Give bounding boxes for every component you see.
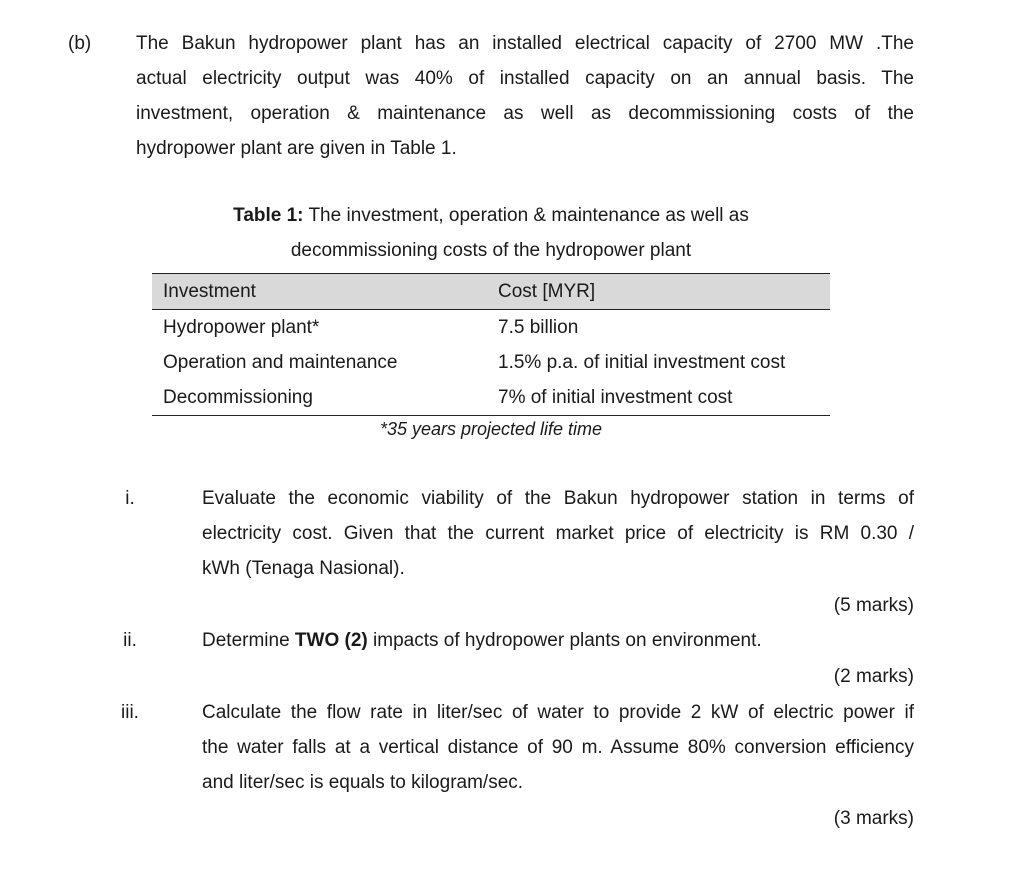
intro-line: actual electricity output was 40% of installed capacity on an annual basis. The — [136, 68, 914, 89]
part-label: (b) — [68, 33, 92, 54]
intro-paragraph — [136, 26, 914, 166]
table-caption — [152, 198, 830, 268]
question-marks: (5 marks) — [833, 595, 914, 616]
question-number: i. — [125, 488, 135, 509]
question-line: electricity cost. Given that the current market price of electricity is RM 0.30 / — [202, 523, 914, 544]
table-row — [152, 345, 830, 380]
question-text — [202, 623, 914, 658]
table-cell: Hydropower plant* — [163, 316, 320, 338]
intro-line: investment, operation & maintenance as well as decommissioning costs of the — [136, 103, 914, 124]
question-line: and liter/sec is equals to kilogram/sec. — [202, 772, 524, 793]
cost-table — [152, 273, 830, 416]
question-text — [202, 695, 914, 800]
table-caption-text-2: decommissioning costs of the hydropower plant — [290, 240, 692, 261]
table-cell: 7.5 billion — [498, 316, 579, 338]
table-cell: Operation and maintenance — [163, 351, 398, 373]
table-row — [152, 380, 830, 416]
question-line: Evaluate the economic viability of the Bakun hydropower station in terms of — [202, 488, 914, 509]
table-cell: Decommissioning — [163, 386, 313, 408]
question-line: kWh (Tenaga Nasional). — [202, 558, 405, 579]
table-cell: 1.5% p.a. of initial investment cost — [498, 351, 786, 373]
question-text — [202, 481, 914, 586]
intro-line: hydropower plant are given in Table 1. — [136, 138, 457, 159]
question-marks: (3 marks) — [833, 808, 914, 829]
table-row — [152, 310, 830, 346]
question-pre: Determine — [202, 630, 295, 651]
header-investment: Investment — [163, 280, 256, 302]
question-post: impacts of hydropower plants on environment. — [367, 630, 762, 651]
question-line: the water falls at a vertical distance of 90 m. Assume 80% conversion efficiency — [202, 737, 914, 758]
question-marks: (2 marks) — [833, 666, 914, 687]
header-cost: Cost [MYR] — [498, 280, 596, 302]
table-caption-label: Table 1: — [233, 205, 304, 226]
table-header-row — [152, 274, 830, 310]
table-caption-text: The investment, operation & maintenance as well as — [303, 205, 749, 226]
table-footnote: *35 years projected life time — [379, 419, 603, 439]
question-number: ii. — [123, 630, 137, 651]
question-number: iii. — [121, 702, 139, 723]
intro-line: The Bakun hydropower plant has an installed electrical capacity of 2700 MW .The — [136, 33, 914, 54]
question-emphasis: TWO (2) — [294, 630, 368, 651]
table-cell: 7% of initial investment cost — [498, 386, 733, 408]
question-line: Calculate the flow rate in liter/sec of water to provide 2 kW of electric power if — [202, 702, 914, 723]
